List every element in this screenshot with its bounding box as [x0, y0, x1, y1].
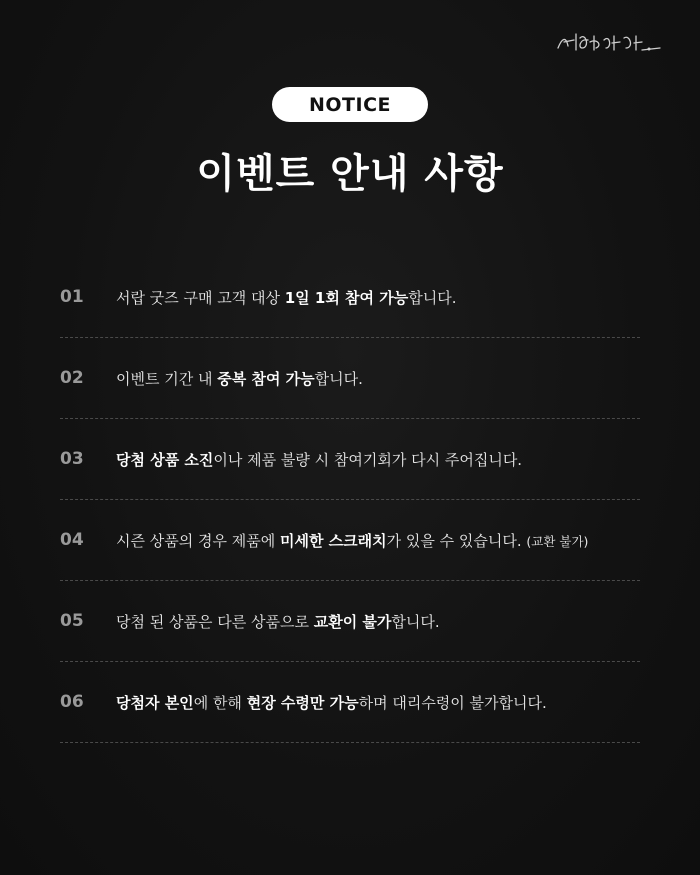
notice-text-segment: 합니다.: [314, 370, 363, 388]
notice-item-text: [116, 611, 646, 632]
notice-highlight: 현장 수령만 가능: [246, 694, 359, 712]
notice-text-segment: 이벤트 기간 내: [116, 370, 218, 388]
notice-list: [60, 257, 640, 743]
notice-highlight: 당첨자 본인: [116, 694, 194, 712]
notice-item-number: 05: [60, 611, 84, 631]
notice-highlight: 교환이 불가: [313, 613, 392, 631]
notice-text-segment: 하며 대리수령이 불가합니다.: [358, 694, 547, 712]
notice-text-segment: 에 한해: [193, 694, 247, 712]
notice-highlight: 중복 참여 가능: [217, 370, 315, 388]
notice-item-number: 06: [60, 692, 84, 712]
page-title: 이벤트 안내 사항: [196, 151, 504, 197]
notice-text-segment: (교환 불가): [526, 534, 589, 549]
notice-item: [60, 419, 640, 500]
notice-text-segment: 서랍 굿즈 구매 고객 대상: [116, 289, 285, 307]
notice-text-segment: 합니다.: [391, 613, 440, 631]
notice-highlight: 미세한 스크래치: [279, 532, 387, 550]
notice-item: [60, 500, 640, 581]
notice-item-text: [116, 692, 646, 713]
notice-text-segment: 합니다.: [408, 289, 457, 307]
notice-item-number: 02: [60, 368, 84, 388]
notice-text-segment: 가 있을 수 있습니다.: [386, 532, 527, 550]
notice-text-segment: 이나 제품 불량 시 참여기회가 다시 주어집니다.: [213, 451, 523, 469]
notice-item: [60, 662, 640, 743]
notice-highlight: 당첨 상품 소진: [116, 451, 214, 469]
notice-badge: NOTICE: [272, 87, 428, 122]
notice-item: [60, 581, 640, 662]
notice-item: [60, 257, 640, 338]
brand-logo: [554, 28, 664, 56]
notice-item-text: [116, 287, 646, 308]
notice-item-text: [116, 449, 646, 470]
notice-highlight: 1일 1회 참여 가능: [284, 289, 409, 307]
notice-text-segment: 시즌 상품의 경우 제품에: [116, 532, 280, 550]
notice-text-segment: 당첨 된 상품은 다른 상품으로: [116, 613, 314, 631]
notice-item-text: [116, 368, 646, 389]
notice-item-number: 01: [60, 287, 84, 307]
notice-item: [60, 338, 640, 419]
notice-item-number: 04: [60, 530, 84, 550]
notice-item-number: 03: [60, 449, 84, 469]
notice-item-text: [116, 530, 646, 551]
